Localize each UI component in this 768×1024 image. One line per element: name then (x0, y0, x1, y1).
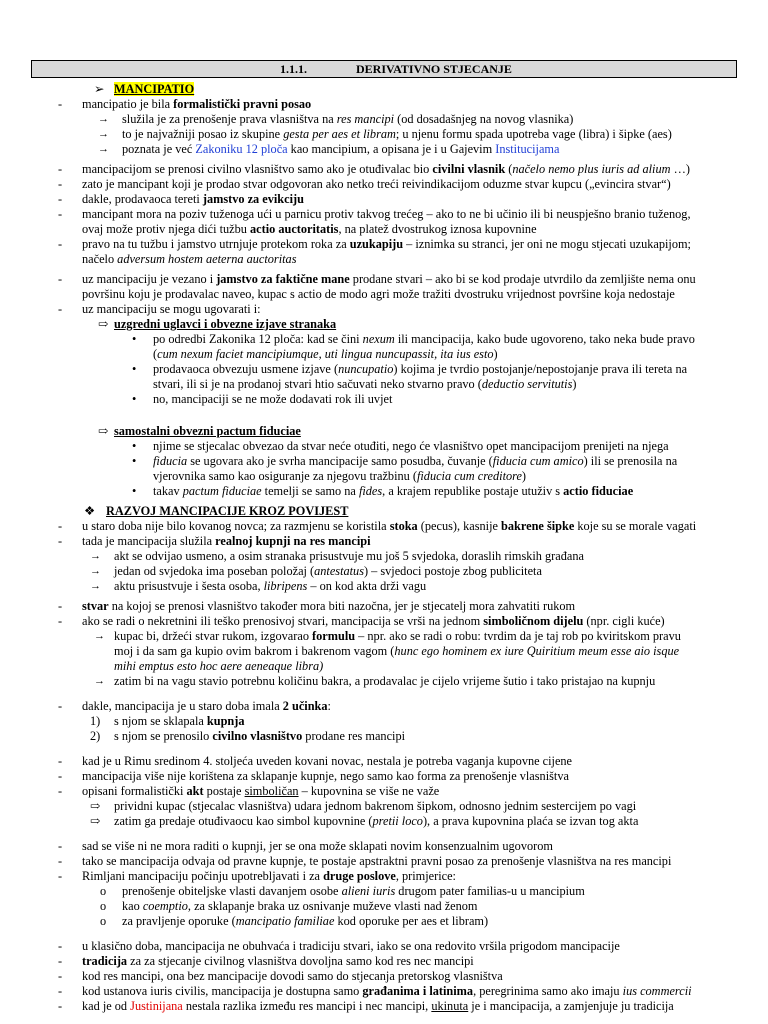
sub-item: → to je najvažniji posao iz skupine gesta per aes et libram; u njenu formu spada upotreba vage (libra) i šipke (aes) (98, 127, 672, 141)
sub-item: → aktu prisustvuje i šesta osoba, libripens – on kod akta drži vagu (90, 579, 427, 593)
list-item-cont: ovaj može protiv njega dići tužbu actio auctoritatis, na platež dvostrukog iznosa kupovnine (82, 222, 537, 236)
diamond-bullet-icon: ❖ (84, 504, 96, 518)
hollow-arrow-icon: ⇨ (98, 424, 109, 438)
circle-item: o prenošenje obiteljske vlasti davanjem osobe alieni iuris drugom pater familias-u u mancipium (100, 884, 585, 898)
list-item: - Rimljani mancipaciju počinju upotrebljavati i za druge poslove, primjerice: (58, 869, 456, 883)
section-header-bar (31, 60, 737, 78)
sub-item: ⇨ prividni kupac (stjecalac vlasništva) udara jednom bakrenom šipkom, odnosno jednim sestercijem po vagi (90, 799, 637, 813)
list-item: - dakle, prodavaoca tereti jamstvo za evikciju (58, 192, 304, 206)
arrow-icon: → (98, 128, 109, 140)
subheading-pactum: ⇨ samostalni obvezni pactum fiduciae (98, 424, 301, 438)
sub-item: → služila je za prenošenje prava vlasništva na res mancipi (od dosadašnjeg na novog vlasnika) (98, 112, 574, 126)
subheading-razvoj: ❖ RAZVOJ MANCIPACIJE KROZ POVIJEST (84, 504, 349, 518)
list-item: - tada je mancipacija služila realnoj kupnji na res mancipi (58, 534, 371, 548)
list-item-cont: načelo adversum hostem aeterna auctoritas (82, 252, 297, 266)
list-item: - kad je od Justinijana nestala razlika između res mancipi i nec mancipi, ukinuta je i mancipacija, a zamjenjuje ju tradicija (58, 999, 674, 1013)
mancipatio-heading: MANCIPATIO (114, 82, 195, 96)
list-item: - pravo na tu tužbu i jamstvo utrnjuje protekom roka za uzukapiju – iznimka su stranci, jer oni ne mogu stjecati uzukapijom; (58, 237, 691, 251)
bullet-item: • njime se stjecalac obvezao da stvar neće otuđiti, nego će vlasništvo opet mancipacijom prenijeti na njega (132, 439, 669, 453)
list-item: - kad je u Rimu sredinom 4. stoljeća uveden kovani novac, nestala je potreba vaganja kupovne cijene (58, 754, 573, 768)
bullet-dot: • (132, 332, 137, 346)
document-body (0, 82, 768, 1014)
list-item: - mancipatio je bila formalistički pravni posao (58, 97, 312, 111)
list-item-cont: površinu koju je prodavalac naveo, kupac s actio de modo agri može tražiti dvostruku vrijednost površine koja nedostaje (82, 287, 675, 301)
section-number: 1.1.1. (280, 62, 307, 76)
sub-item-cont: moj i da sam ga kupio ovim bakrom i bakrenom vagom (hunc ego hominem ex iure Quiritium meum esse aio isque (114, 644, 680, 658)
hollow-arrow-icon: ⇨ (90, 799, 101, 813)
sub-item: → zatim bi na vagu stavio potrebnu količinu bakra, a prodavalac je cijelo vrijeme šutio i tako pristajao na kupnju (94, 674, 656, 688)
sub-item: → kupac bi, držeći stvar rukom, izgovarao formulu – npr. ako se radi o robu: tvrdim da je taj rob po kviritskom pravu (94, 629, 681, 643)
list-item: - kod ustanova iuris civilis, mancipacija je dostupna samo građanima i latinima, peregrinima samo ako imaju ius commercii (58, 984, 692, 998)
bullet-item-cont: stvari, ili si je na prodanoj stvari htio sačuvati neko stvarno pravo (deductio servitutis) (153, 377, 577, 391)
sub-item: → jedan od svjedoka ima poseban položaj (antestatus) – svjedoci postoje zbog publiciteta (90, 564, 542, 578)
list-item: - mancipacija više nije korištena za sklapanje kupnje, nego samo kao forma za prenošenje vlasništva (58, 769, 569, 783)
institucije-link[interactable]: Institucijama (495, 142, 560, 156)
list-item: - mancipant mora na poziv tuženoga ući u parnicu protiv takvog trećeg – ako to ne bi učinio ili bi neuspješno branio tuženog, (58, 207, 691, 221)
list-item: - u klasično doba, mancipacija ne obuhvaća i tradiciju stvari, iako se ona redovito vršila prigodom mancipacije (58, 939, 620, 953)
hollow-arrow-icon: ⇨ (98, 317, 109, 331)
bullet-item: • po odredbi Zakonika 12 ploča: kad se čini nexum ili mancipacija, kako bude ugovoreno, tako neka bude pravo (132, 332, 695, 346)
sub-item: → poznata je već Zakoniku 12 ploča kao mancipium, a opisana je i u Gajevim Institucijama (98, 142, 560, 156)
dash-bullet: - (58, 97, 63, 111)
hollow-arrow-icon: ⇨ (90, 814, 101, 828)
list-item: - zato je mancipant koji je prodao stvar odgovoran ako netko treći reivindikacijom oduzme stvar kupcu („evincira stvar“) (58, 177, 671, 191)
list-item: - uz mancipaciju je vezano i jamstvo za faktične mane prodane stvari – ako bi se kod prodaje utvrdilo da zemljište nema onu (58, 272, 696, 286)
list-item: - dakle, mancipacija je u staro doba imala 2 učinka: (58, 699, 331, 713)
bullet-item: • fiducia se ugovara ako je svrha mancipacije samo posudba, čuvanje (fiducia cum amico) ili se prenosila na (132, 454, 678, 468)
bullet-item: • prodavaoca obvezuju usmene izjave (nuncupatio) kojima je tvrdio postojanje/nepostojanje prava ili tereta na (132, 362, 688, 376)
circle-item: o za pravljenje oporuke (mancipatio familiae kod oporuke per aes et libram) (100, 914, 489, 928)
list-item: - ako se radi o nekretnini ili teško prenosivoj stvari, mancipacija se vrši na jednom simboličnom dijelu (npr. cigli kuće) (58, 614, 665, 628)
list-item: - opisani formalistički akt postaje simboličan – kupovnina se više ne važe (58, 784, 440, 798)
list-item: - sad se više ni ne mora raditi o kupnji, jer se ona može sklapati novim konsenzualnim ugovorom (58, 839, 553, 853)
arrow-icon: → (98, 143, 109, 155)
subheading-uzgredni: ⇨ uzgredni uglavci i obvezne izjave stranaka (98, 317, 337, 331)
section-title: DERIVATIVNO STJECANJE (356, 62, 512, 76)
sub-item-cont: mihi emptus esto hoc aere aeneaque libra) (114, 659, 324, 673)
sub-item: ⇨ zatim ga predaje otuđivaocu kao simbol kupovnine (pretii loco), a prava kupovnina plaća se izvan tog akta (90, 814, 639, 828)
list-item: - tako se mancipacija odvaja od pravne kupnje, te postaje apstraktni pravni posao za prenošenje vlasništva na res mancipi (58, 854, 672, 868)
numbered-item: 2) s njom se prenosilo civilno vlasništvo prodane res mancipi (90, 729, 406, 743)
arrowhead-bullet-icon: ➢ (94, 82, 105, 96)
numbered-item: 1) s njom se sklapala kupnja (90, 714, 245, 728)
list-item: - u staro doba nije bilo kovanog novca; za razmjenu se koristila stoka (pecus), kasnije bakrene šipke koje su se morale vagati (58, 519, 697, 533)
bullet-item: • no, mancipaciji se ne može dodavati rok ili uvjet (132, 392, 393, 406)
arrow-icon: → (98, 113, 109, 125)
list-item: - uz mancipaciju se mogu ugovarati i: (58, 302, 261, 316)
sub-item: → akt se odvijao usmeno, a osim stranaka prisustvuje mu još 5 svjedoka, doraslih rimskih građana (90, 549, 584, 563)
zakonik-link[interactable]: Zakoniku 12 ploča (195, 142, 288, 156)
justinijan-link[interactable]: Justinijana (130, 999, 183, 1013)
bullet-item-cont: (cum nexum faciet mancipiumque, uti lingua nuncupassit, ita ius esto) (153, 347, 498, 361)
bullet-item-cont: vjerovnika samo kao osiguranje za njegovu tražbinu (fiducia cum creditore) (153, 469, 527, 483)
list-item: - stvar na kojoj se prenosi vlasništvo također mora biti nazočna, jer je stjecatelj mora zahvatiti rukom (58, 599, 576, 613)
list-item: - kod res mancipi, ona bez mancipacije dovodi samo do stjecanja pretorskog vlasništva (58, 969, 503, 983)
list-item: - mancipacijom se prenosi civilno vlasništvo samo ako je otuđivalac bio civilni vlasnik (načelo nemo plus iuris ad alium …) (58, 162, 690, 176)
subheading-mancipatio (0, 82, 768, 97)
list-item: - tradicija za za stjecanje civilnog vlasništva dovoljna samo kod res nec mancipi (58, 954, 474, 968)
bullet-item: • takav pactum fiduciae temelji se samo na fides, a krajem republike postaje utuživ s actio fiduciae (132, 484, 634, 498)
circle-item: o kao coemptio, za sklapanje braka uz osnivanje muževe vlasti nad ženom (100, 899, 478, 913)
